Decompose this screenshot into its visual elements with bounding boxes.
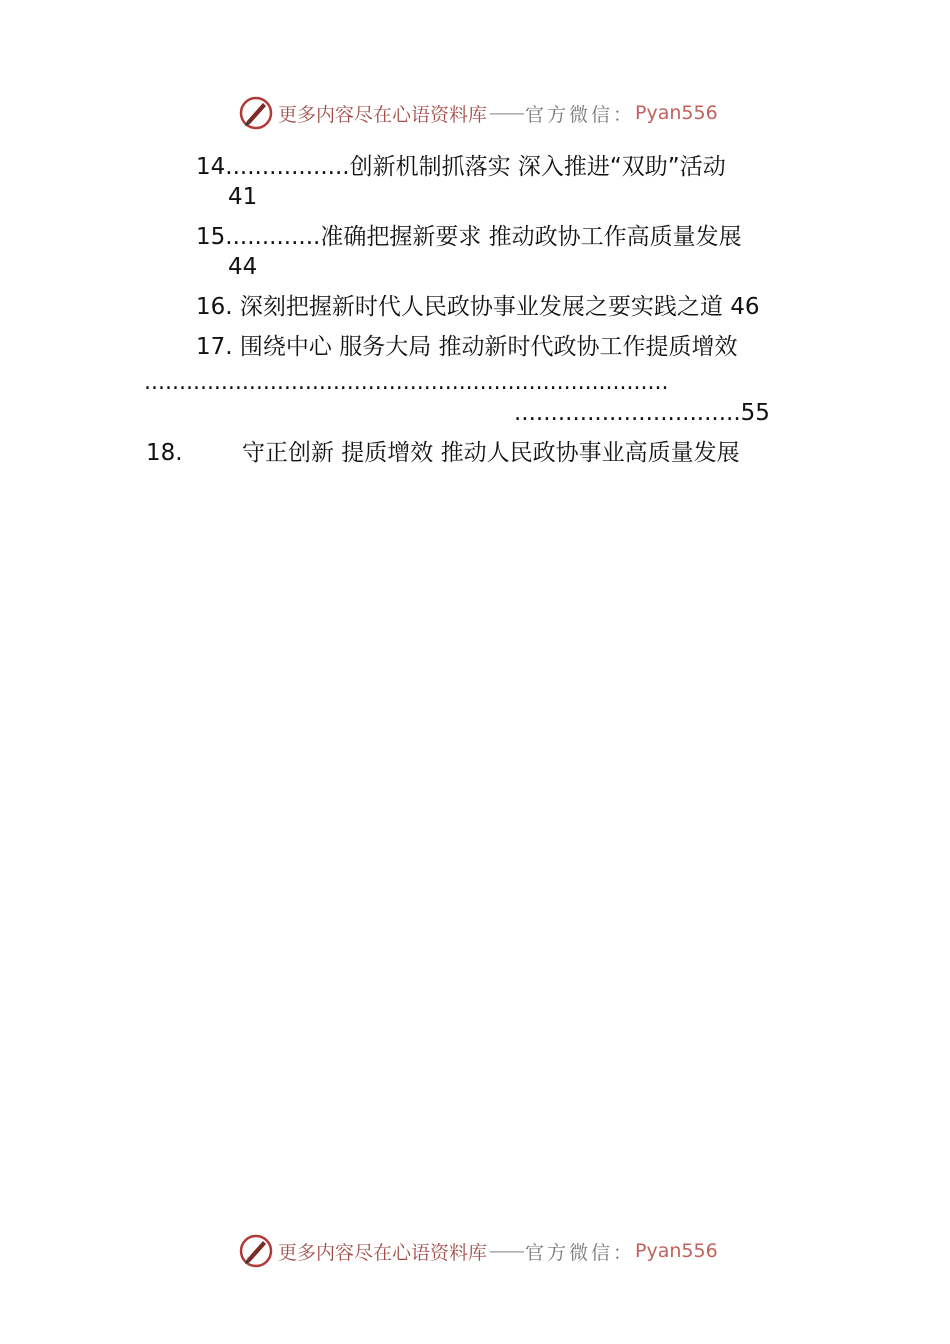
toc-item-page: 46 [730,294,760,320]
toc-item-number: 14 [196,154,226,180]
banner-account: Pyan556 [635,1240,718,1262]
banner-separator: —— [489,1240,524,1262]
toc-item-number: 15 [196,224,226,250]
toc-item-15-page: 44 [228,254,258,280]
toc-item-title: 准确把握新要求 推动政协工作高质量发展 [320,224,742,250]
toc-leader-dots: ................. [225,154,350,180]
toc-item-title: 围绕中心 服务大局 推动新时代政协工作提质增效 [239,334,738,360]
toc-item-15[interactable] [196,222,742,252]
toc-item-number: 16. [196,294,233,320]
banner-separator: —— [489,102,524,124]
toc-item-17[interactable] [196,332,738,362]
toc-item-number: 18. [146,440,183,466]
toc-leader-dots: ........................................................................... [144,370,669,395]
banner-wechat-label: 官方微信： [525,1241,636,1264]
toc-item-number: 17. [196,334,233,360]
banner-account: Pyan556 [635,102,718,124]
toc-item-page: 55 [740,400,770,426]
pen-logo-icon [238,1233,274,1269]
toc-item-18-title: 守正创新 提质增效 推动人民政协事业高质量发展 [242,440,740,466]
banner-wechat-label: 官方微信： [525,103,636,126]
toc-item-17-page-line [514,398,770,428]
pen-logo-icon [238,95,274,131]
banner-site-text: 更多内容尽在心语资料库 [278,103,488,126]
toc-leader-dots: ............................... [514,400,741,426]
toc-leader-dots: ............. [225,224,321,250]
banner-site-text: 更多内容尽在心语资料库 [278,1241,488,1264]
toc-item-title: 深刻把握新时代人民政协事业发展之要实践之道 [239,294,723,320]
header-banner [238,94,718,132]
toc-item-title: 创新机制抓落实 深入推进“双助”活动 [349,154,726,180]
footer-banner [238,1232,718,1270]
toc-item-16[interactable] [196,292,759,322]
toc-item-14-page: 41 [228,184,258,210]
toc-item-18[interactable] [146,438,183,468]
toc-item-14[interactable] [196,152,726,182]
